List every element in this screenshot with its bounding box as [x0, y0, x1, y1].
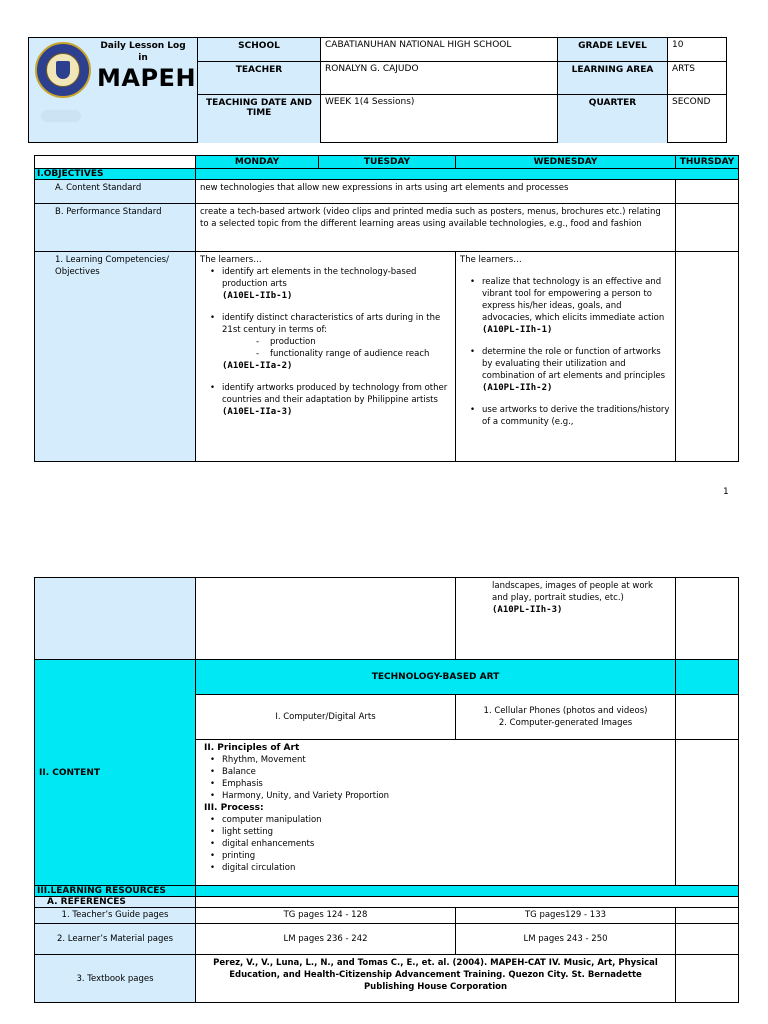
logo-cell	[29, 38, 197, 142]
day-tuesday: TUESDAY	[319, 156, 456, 169]
list-item: • Harmony, Unity, and Variety Proportion	[200, 790, 671, 802]
objectives-table	[34, 155, 739, 462]
competency-code: (A10PL-IIh-3)	[492, 605, 563, 615]
performance-standard-friday	[676, 204, 739, 252]
lm-label: 2. Learner’s Material pages	[35, 924, 196, 955]
tg-label: 1. Teacher’s Guide pages	[35, 908, 196, 924]
right-topic	[456, 695, 676, 740]
school-label: SCHOOL	[197, 37, 320, 61]
competencies-friday	[676, 252, 739, 462]
right-intro: The learners…	[460, 255, 522, 265]
competencies-label: 1. Learning Competencies/ Objectives	[35, 252, 196, 462]
resources-heading: III.LEARNING RESOURCES	[35, 886, 196, 897]
objectives-heading-fill	[196, 169, 739, 180]
list-item: • realize that technology is an effective and vibrant tool for empowering a person to express his/her ideas, goals, and advocacies, which elicits immediate action	[460, 276, 671, 324]
left-topic: I. Computer/Digital Arts	[196, 695, 456, 740]
logo-caption	[41, 110, 81, 122]
content-standard-friday	[676, 180, 739, 204]
sub-list-item: - functionality range of audience reach	[200, 348, 451, 360]
references-fill	[196, 897, 739, 908]
tg-friday	[676, 908, 739, 924]
list-item: • identify art elements in the technology-based production arts	[200, 266, 451, 290]
references-label: A. REFERENCES	[35, 897, 196, 908]
competencies-continued-friday	[676, 578, 739, 660]
right-topic-2: 2. Computer-generated Images	[498, 718, 633, 728]
right-topic-1: 1. Cellular Phones (photos and videos)	[483, 706, 648, 716]
content-table	[34, 577, 739, 1003]
content-heading: II. CONTENT	[35, 660, 196, 886]
deped-seal-icon	[35, 42, 91, 98]
principles-friday	[676, 740, 739, 886]
competencies-right	[456, 252, 676, 462]
learning-area-label: LEARNING AREA	[557, 61, 667, 94]
textbook-friday	[676, 955, 739, 1003]
list-item: • identify artworks produced by technology from other countries and their adaptation by Philippine artists	[200, 382, 451, 406]
page-number: 1	[723, 487, 729, 497]
competencies-continued-right	[456, 578, 676, 660]
quarter-label: QUARTER	[557, 94, 667, 143]
day-thursday: THURSDAY	[676, 156, 739, 169]
quarter-value: SECOND	[667, 94, 727, 143]
list-item: • Balance	[200, 766, 671, 778]
lm-friday	[676, 924, 739, 955]
day-wednesday: WEDNESDAY	[456, 156, 676, 169]
list-item: • light setting	[200, 826, 671, 838]
competency-code: (A10EL-IIb-1)	[222, 291, 293, 301]
school-value: CABATIANUHAN NATIONAL HIGH SCHOOL	[320, 37, 557, 61]
principles-cell	[196, 740, 676, 886]
competency-code: (A10PL-IIh-2)	[482, 383, 553, 393]
grade-level-value: 10	[667, 37, 727, 61]
day-header-spacer	[35, 156, 196, 169]
principles-heading: II. Principles of Art	[204, 743, 300, 753]
tg-left: TG pages 124 - 128	[196, 908, 456, 924]
learning-area-value: ARTS	[667, 61, 727, 94]
subject-title: MAPEH	[97, 64, 197, 92]
continuation-text: landscapes, images of people at work and play, portrait studies, etc.)	[492, 581, 653, 603]
list-item: • use artworks to derive the traditions/history of a community (e.g.,	[460, 404, 671, 428]
process-heading: III. Process:	[204, 803, 264, 813]
content-topic-friday	[676, 660, 739, 695]
topic-friday	[676, 695, 739, 740]
competency-code: (A10EL-IIa-2)	[222, 361, 293, 371]
textbook-label: 3. Textbook pages	[35, 955, 196, 1003]
list-item: • digital circulation	[200, 862, 671, 874]
teacher-value: RONALYN G. CAJUDO	[320, 61, 557, 94]
performance-standard-value: create a tech-based artwork (video clips and printed media such as posters, menus, brochures etc.) relating to a selected topic from the different learning areas using available technologies, e.g., food and fashion	[196, 204, 676, 252]
list-item: • identify distinct characteristics of arts during in the 21st century in terms of:	[200, 312, 451, 336]
list-item: • computer manipulation	[200, 814, 671, 826]
lm-right: LM pages 243 - 250	[456, 924, 676, 955]
objectives-heading: I.OBJECTIVES	[35, 169, 196, 180]
teacher-label: TEACHER	[197, 61, 320, 94]
dll-title: Daily Lesson Log in	[100, 41, 186, 63]
list-item: • determine the role or function of artworks by evaluating their utilization and combination of art elements and principles	[460, 346, 671, 382]
content-standard-value: new technologies that allow new expressions in arts using art elements and processes	[196, 180, 676, 204]
content-standard-label: A. Content Standard	[35, 180, 196, 204]
competencies-continued-label	[35, 578, 196, 660]
teaching-date-value: WEEK 1(4 Sessions)	[320, 94, 557, 143]
competency-code: (A10EL-IIa-3)	[222, 407, 293, 417]
day-monday: MONDAY	[196, 156, 319, 169]
competencies-continued-left	[196, 578, 456, 660]
competencies-left	[196, 252, 456, 462]
list-item: • printing	[200, 850, 671, 862]
textbook-value: Perez, V., V., Luna, L., N., and Tomas C., E., et. al. (2004). MAPEH-CAT IV. Music, Art, Physical Education, and Health-Citizenship Advancement Training. Quezon City. St. Bernadette Publishing House Corporation	[196, 955, 676, 1003]
performance-standard-label: B. Performance Standard	[35, 204, 196, 252]
header-table	[28, 37, 727, 143]
left-intro: The learners…	[200, 255, 262, 265]
list-item: • digital enhancements	[200, 838, 671, 850]
content-topic: TECHNOLOGY-BASED ART	[196, 660, 676, 695]
resources-heading-fill	[196, 886, 739, 897]
teaching-date-label: TEACHING DATE AND TIME	[197, 94, 320, 143]
list-item: • Rhythm, Movement	[200, 754, 671, 766]
grade-level-label: GRADE LEVEL	[557, 37, 667, 61]
lm-left: LM pages 236 - 242	[196, 924, 456, 955]
sub-list-item: - production	[200, 336, 451, 348]
competency-code: (A10PL-IIh-1)	[482, 325, 553, 335]
list-item: • Emphasis	[200, 778, 671, 790]
tg-right: TG pages129 - 133	[456, 908, 676, 924]
